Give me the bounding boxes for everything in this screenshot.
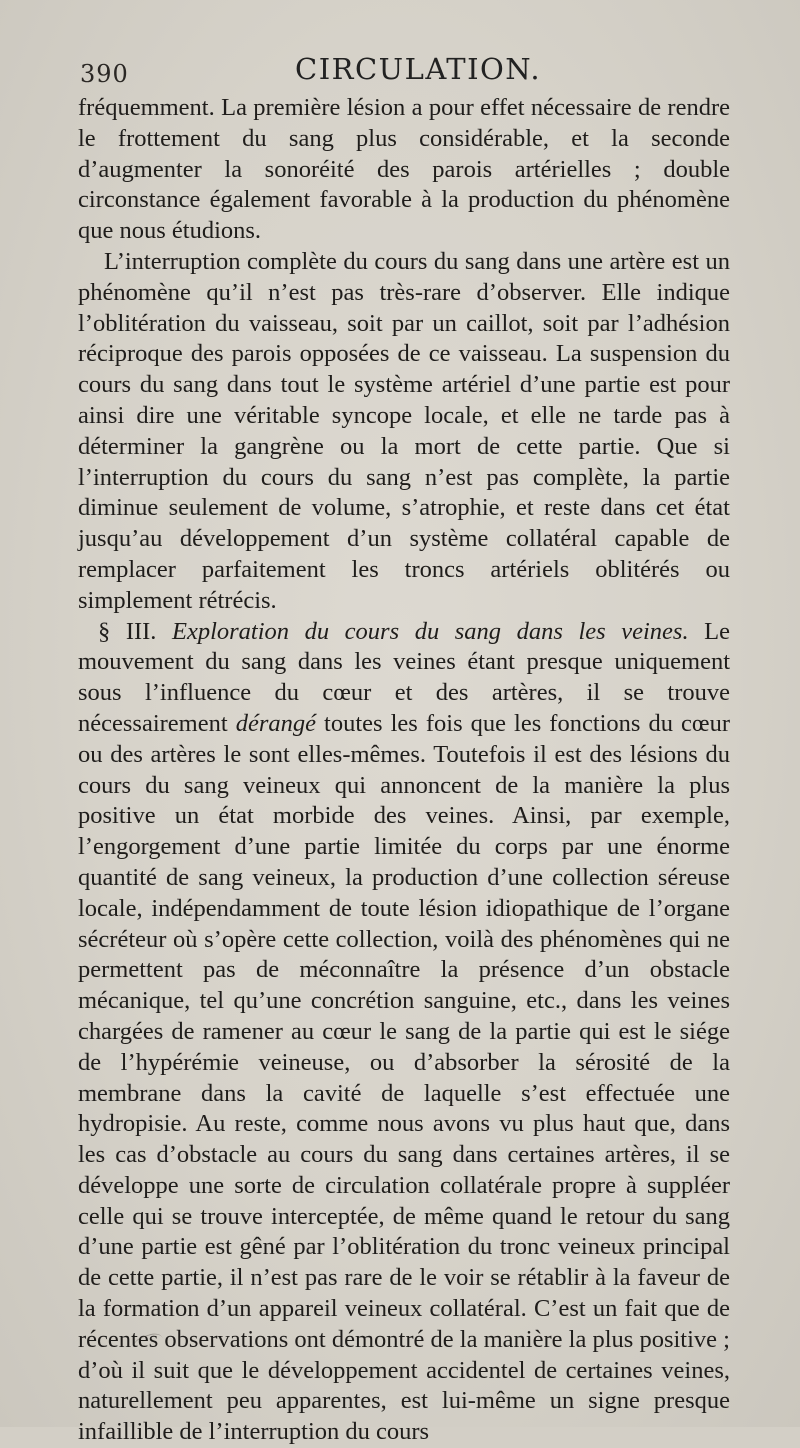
paragraph-3-part-2: toutes les fois que les fonctions du cœur ou des artères le sont elles-mêmes. Toutefois il est des lésions du cours du sang veineux qui annoncent de la manière la plus positive un état morbide des veines. Ainsi, par exemple, l’engorgement d’une partie limitée du corps par une énorme quantité de sang veineux, la production d’une collection séreuse locale, indépendamment de toute lésion idiopathique de l’organe sécréteur où s’opère cette collection, voilà des phénomènes qui ne permettent pas de méconnaître la présence d’un obstacle mécanique, tel qu’une concrétion sanguine, etc., dans les veines chargées de ramener au cœur le sang de la partie qui est le siége de l’hypérémie veineuse, ou d’absorber la sérosité de la membrane dans la cavité de laquelle s’est effectuée une hydropisie. Au reste, comme nous avons vu plus haut que, dans les cas d’obstacle au cours du sang dans certaines artères, il se développe une sorte de circulation collatérale propre à suppléer celle qui se trouve interceptée, de même quand le retour du sang d’une partie est gêné par l’oblitération du tronc veineux principal de cette partie, il n’est pas rare de le voir se rétablir à la faveur de la formation d’un appareil veineux collatéral. C’est un fait que de récentes observations ont démontré de la manière la plus positive ; d’où il suit que le développement accidentel de certaines veines, naturellement peu apparentes, est lui-même un signe presque infaillible de l’interruption du cours xyxy=(78,709,731,1446)
page-number: 390 xyxy=(80,60,129,88)
paragraph-3-italic: dérangé xyxy=(235,709,316,737)
paragraph-2: L’interruption complète du cours du sang dans une artère est un phénomène qu’il n’est pas très-rare d’observer. Elle indique l’oblitération du vaisseau, soit par un caillot, soit par l’adhésion réciproque des parois opposées de ce vaisseau. La suspension du cours du sang dans tout le système artériel d’une partie est pour ainsi dire une véritable syncope locale, et elle ne tarde pas à déterminer la gangrène ou la mort de cette partie. Que si l’interruption du cours du sang n’est pas complète, la partie diminue seulement de volume, s’atrophie, et reste dans cet état jusqu’au développement d’un système collatéral capable de remplacer parfaitement les troncs artériels oblitérés ou simplement rétrécis. xyxy=(78,247,730,614)
section-mark: § III. xyxy=(98,617,157,645)
page-header xyxy=(80,52,730,92)
paragraph-3 xyxy=(78,617,730,1448)
paragraph-3-part-1: Le mouvement du sang dans les veines étant presque uniquement sous l’influence du cœur et des artères, il se trouve nécessairement xyxy=(78,617,731,737)
section-heading: Exploration du cours du sang dans les veines. xyxy=(172,617,689,645)
paragraph-1: fréquemment. La première lésion a pour effet nécessaire de rendre le frottement du sang plus considérable, et la seconde d’augmenter la sonoréité des parois artérielles ; double circonstance également favorable à la production du phénomène que nous étudions. xyxy=(78,94,730,245)
running-title: CIRCULATION. xyxy=(295,52,542,86)
body-text xyxy=(78,93,730,1448)
